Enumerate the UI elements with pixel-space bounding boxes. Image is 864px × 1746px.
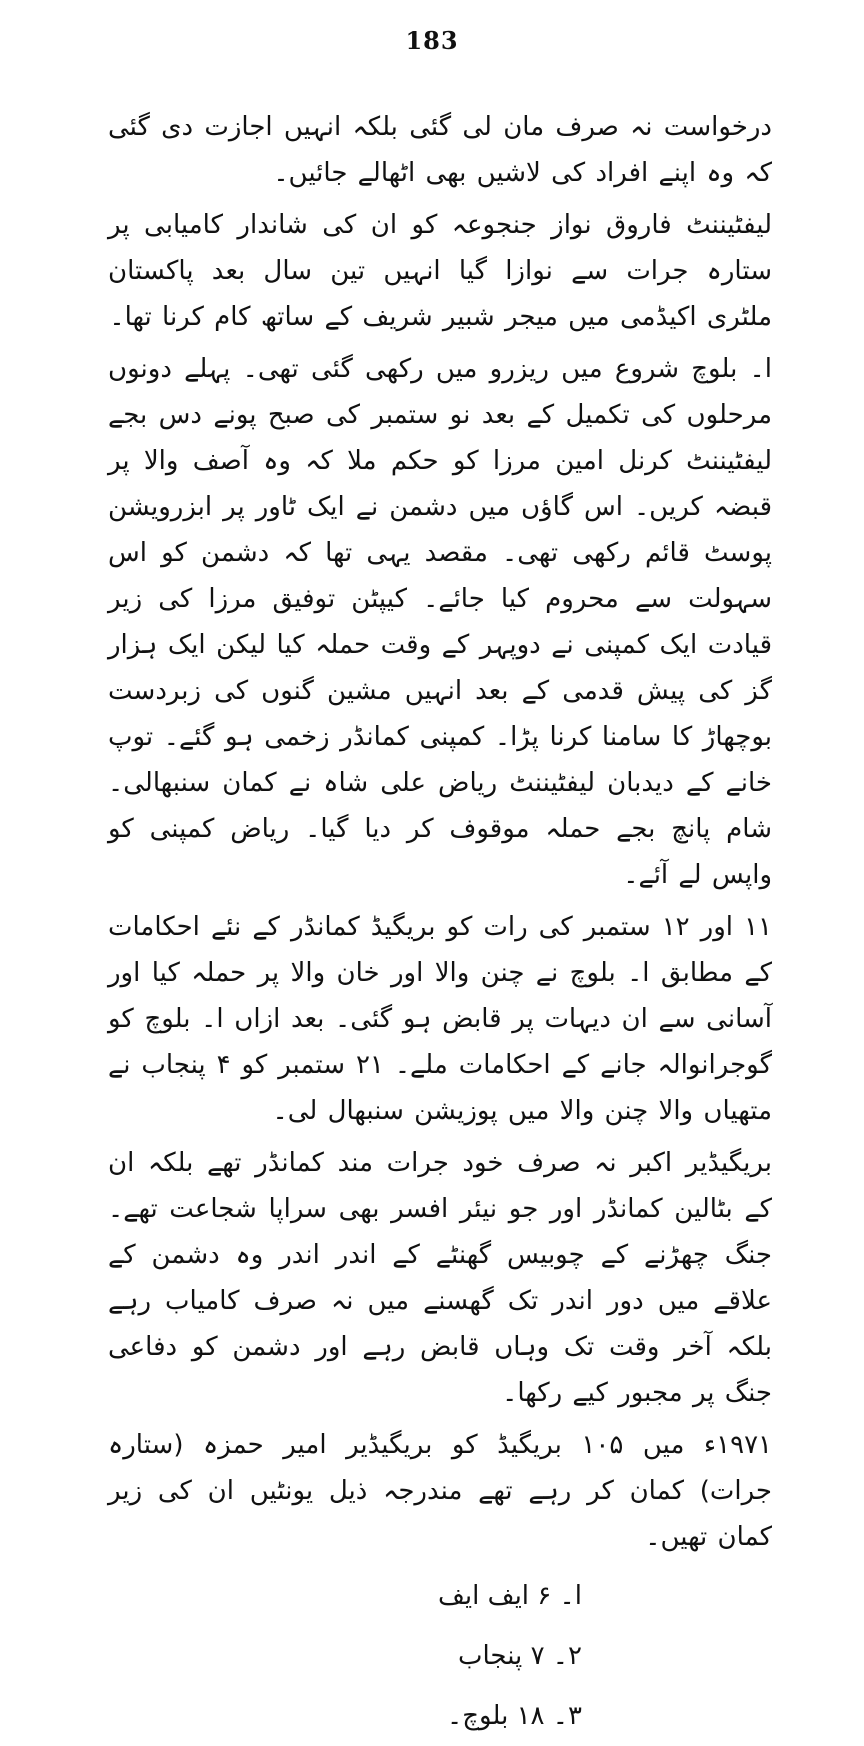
paragraph-1: درخواست نہ صرف مان لی گئی بلکہ انہیں اجازت دی گئی کہ وہ اپنے افراد کی لاشیں بھی اٹھالے جائیں۔ xyxy=(108,112,772,188)
unit-list xyxy=(108,1566,772,1746)
paragraph-6: ۱۹۷۱ء میں ۱۰۵ بریگیڈ کو بریگیڈیر امیر حمزہ (ستارہ جرات) کمان کر رہے تھے مندرجہ ذیل یونٹیں ان کی زیر کمان تھیں۔ xyxy=(108,1430,772,1552)
unit-item-3: ۳۔ ۱۸ بلوچ۔ xyxy=(447,1701,582,1731)
page-body xyxy=(108,104,772,1746)
paragraph-2: لیفٹیننٹ فاروق نواز جنجوعہ کو ان کی شاندار کامیابی پر ستارہ جرات سے نوازا گیا انہیں تین سال بعد پاکستان ملٹری اکیڈمی میں میجر شبیر شریف کے ساتھ کام کرنا تھا۔ xyxy=(108,210,772,332)
paragraph-4: ۱۱ اور ۱۲ ستمبر کی رات کو بریگیڈ کمانڈر کے نئے احکامات کے مطابق ا۔ بلوچ نے چنن والا اور خان والا پر حملہ کیا اور آسانی سے ان دیہات پر قابض ہو گئی۔ بعد ازاں ا۔ بلوچ کو گوجرانوالہ جانے کے احکامات ملے۔ ۲۱ ستمبر کو ۴ پنجاب نے متھیاں والا چنن والا میں پوزیشن سنبھال لی۔ xyxy=(108,912,772,1126)
paragraph-3: ا۔ بلوچ شروع میں ریزرو میں رکھی گئی تھی۔ پہلے دونوں مرحلوں کی تکمیل کے بعد نو ستمبر کی صبح پونے دس بجے لیفٹیننٹ کرنل امین مرزا کو حکم ملا کہ وہ آصف والا پر قبضہ کریں۔ اس گاؤں میں دشمن نے ایک ٹاور پر ابزرویشن پوسٹ قائم رکھی تھی۔ مقصد یہی تھا کہ دشمن کو اس سہولت سے محروم کیا جائے۔ کیپٹن توفیق مرزا کی زیر قیادت ایک کمپنی نے دوپہر کے وقت حملہ کیا لیکن ایک ہزار گز کی پیش قدمی کے بعد انہیں مشین گنوں کی زبردست بوچھاڑ کا سامنا کرنا پڑا۔ کمپنی کمانڈر زخمی ہو گئے۔ توپ خانے کے دیدبان لیفٹیننٹ ریاض علی شاہ نے کمان سنبھالی۔ شام پانچ بجے حملہ موقوف کر دیا گیا۔ ریاض کمپنی کو واپس لے آئے۔ xyxy=(108,354,772,890)
unit-item-1: ا۔ ۶ ایف ایف xyxy=(438,1581,582,1611)
paragraph-5: بریگیڈیر اکبر نہ صرف خود جرات مند کمانڈر تھے بلکہ ان کے بٹالین کمانڈر اور جو نیئر افسر بھی سراپا شجاعت تھے۔ جنگ چھڑنے کے چوبیس گھنٹے کے اندر اندر وہ دشمن کے علاقے میں دور اندر تک گھسنے میں نہ صرف کامیاب رہے بلکہ آخر وقت تک وہاں قابض رہے اور دشمن کو دفاعی جنگ پر مجبور کیے رکھا۔ xyxy=(108,1148,772,1408)
page-number: 183 xyxy=(405,26,459,55)
unit-item-2: ۲۔ ۷ پنجاب xyxy=(458,1641,582,1671)
